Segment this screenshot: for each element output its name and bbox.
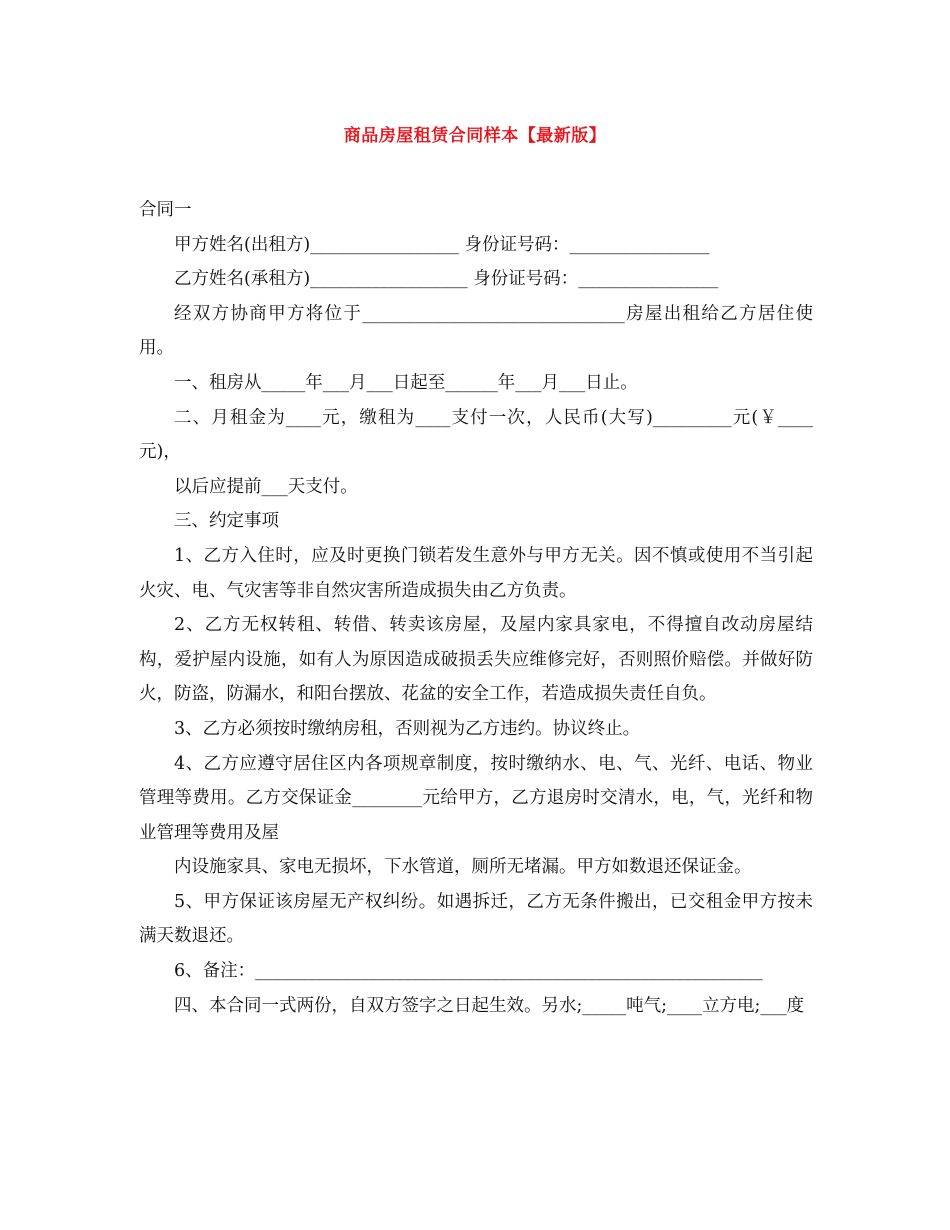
clause-1-lease-term: 一、租房从_____年___月___日起至______年___月___日止。 bbox=[174, 372, 638, 393]
clause-4-paragraph: 四、本合同一式两份，自双方签字之日起生效。另水;_____吨气;____立方电;___度 bbox=[174, 995, 805, 1016]
item-2-paragraph: 2、乙方无权转租、转借、转卖该房屋，及屋内家具家电，不得擅自改动房屋结构，爱护屋内设施，如有人为原因造成破损丢失应维修完好，否则照价赔偿。并做好防火，防盗，防漏水，和阳台摆放、花盆的安全工作，若造成损失责任自负。 bbox=[139, 615, 813, 705]
party-a-line: 甲方姓名(出租方)_________________ 身份证号码：________________ bbox=[174, 234, 710, 255]
contract-heading: 合同一 bbox=[139, 200, 192, 220]
item-3-paragraph: 3、乙方必须按时缴纳房租，否则视为乙方违约。协议终止。 bbox=[174, 718, 641, 739]
item-6-remarks: 6、备注：__________________________________________________________ bbox=[174, 961, 763, 982]
clause-3-heading: 三、约定事项 bbox=[174, 511, 279, 532]
item-1-paragraph: 1、乙方入住时，应及时更换门锁若发生意外与甲方无关。因不慎或使用不当引起火灾、电、气灾害等非自然灾害所造成损失由乙方负责。 bbox=[139, 545, 813, 601]
document-body bbox=[139, 193, 813, 1023]
clause-2-rent: 二、月租金为____元，缴租为____支付一次，人民币(大写)_________元(￥____元)， bbox=[139, 407, 813, 463]
item-5-paragraph: 5、甲方保证该房屋无产权纠纷。如遇拆迁，乙方无条件搬出，已交租金甲方按未满天数退还。 bbox=[139, 891, 813, 947]
item-4-paragraph: 4、乙方应遵守居住区内各项规章制度，按时缴纳水、电、气、光纤、电话、物业管理等费用。乙方交保证金________元给甲方，乙方退房时交清水，电，气，光纤和物业管理等费用及屋 bbox=[139, 753, 813, 843]
document-title: 商品房屋租赁合同样本【最新版】 bbox=[343, 126, 607, 146]
item-4-continuation: 内设施家具、家电无损坏，下水管道，厕所无堵漏。甲方如数退还保证金。 bbox=[174, 857, 752, 878]
payment-advance-line: 以后应提前___天支付。 bbox=[174, 476, 358, 497]
property-location-paragraph: 经双方协商甲方将位于______________________________房屋出租给乙方居住使用。 bbox=[139, 303, 813, 359]
party-b-line: 乙方姓名(承租方)__________________ 身份证号码：________________ bbox=[174, 269, 719, 290]
